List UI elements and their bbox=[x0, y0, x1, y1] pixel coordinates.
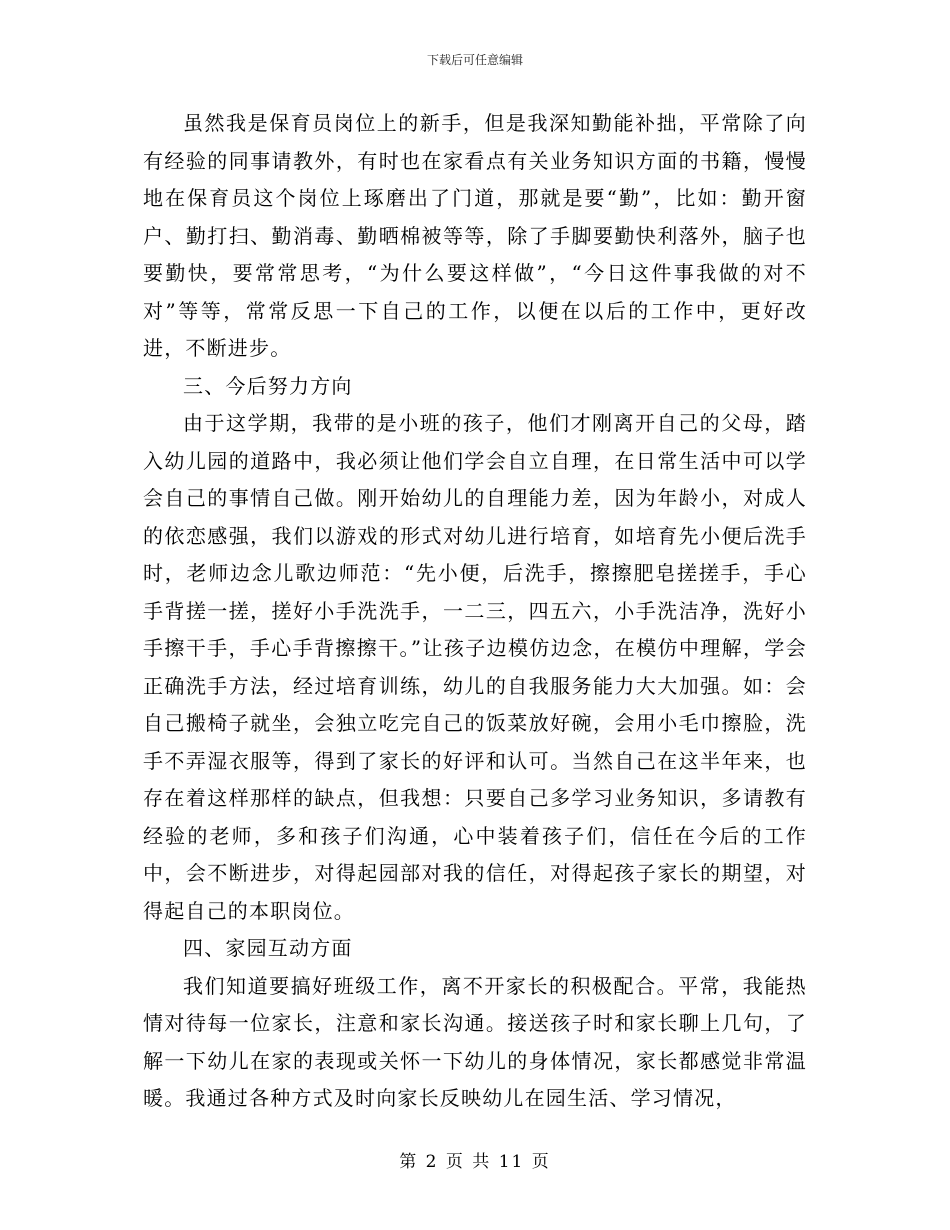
document-body bbox=[143, 105, 807, 1118]
paragraph-parent-cooperation: 我们知道要搞好班级工作，离不开家长的积极配合。平常，我能热情对待每一位家长，注意和家长沟通。接送孩子时和家长聊上几句，了解一下幼儿在家的表现或关怀一下幼儿的身体情况，家长都感觉非常温暖。我通过各种方式及时向家长反映幼儿在园生活、学习情况， bbox=[143, 973, 807, 1110]
page-header: 下载后可任意编辑 bbox=[426, 53, 523, 67]
section-heading-future-direction: 三、今后努力方向 bbox=[183, 373, 353, 398]
paragraph-diligence: 虽然我是保育员岗位上的新手，但是我深知勤能补拙，平常除了向有经验的同事请教外，有时也在家看点有关业务知识方面的书籍，慢慢地在保育员这个岗位上琢磨出了门道，那就是要“勤”，比如：勤开窗户、勤打扫、勤消毒、勤晒棉被等等，除了手脚要勤快利落外，脑子也要勤快，要常常思考，“为什么要这样做”，“今日这件事我做的对不对”等等，常常反思一下自己的工作，以便在以后的工作中，更好改进，不断进步。 bbox=[143, 111, 807, 360]
page-number-footer: 第 2 页 共 11 页 bbox=[399, 1152, 551, 1172]
paragraph-self-care-training: 由于这学期，我带的是小班的孩子，他们才刚离开自己的父母，踏入幼儿园的道路中，我必须让他们学会自立自理，在日常生活中可以学会自己的事情自己做。刚开始幼儿的自理能力差，因为年龄小，对成人的依恋感强，我们以游戏的形式对幼儿进行培育，如培育先小便后洗手时，老师边念儿歌边师范：“先小便，后洗手，擦擦肥皂搓搓手，手心手背搓一搓，搓好小手洗洗手，一二三，四五六，小手洗洁净，洗好小手擦干手，手心手背擦擦干。”让孩子边模仿边念，在模仿中理解，学会正确洗手方法，经过培育训练，幼儿的自我服务能力大大加强。如：会自己搬椅子就坐，会独立吃完自己的饭菜放好碗，会用小毛巾擦脸，洗手不弄湿衣服等，得到了家长的好评和认可。当然自己在这半年来，也存在着这样那样的缺点，但我想：只要自己多学习业务知识，多请教有经验的老师，多和孩子们沟通，心中装着孩子们，信任在今后的工作中，会不断进步，对得起园部对我的信任，对得起孩子家长的期望，对得起自己的本职岗位。 bbox=[143, 411, 807, 923]
section-heading-home-school-interaction: 四、家园互动方面 bbox=[183, 936, 353, 960]
